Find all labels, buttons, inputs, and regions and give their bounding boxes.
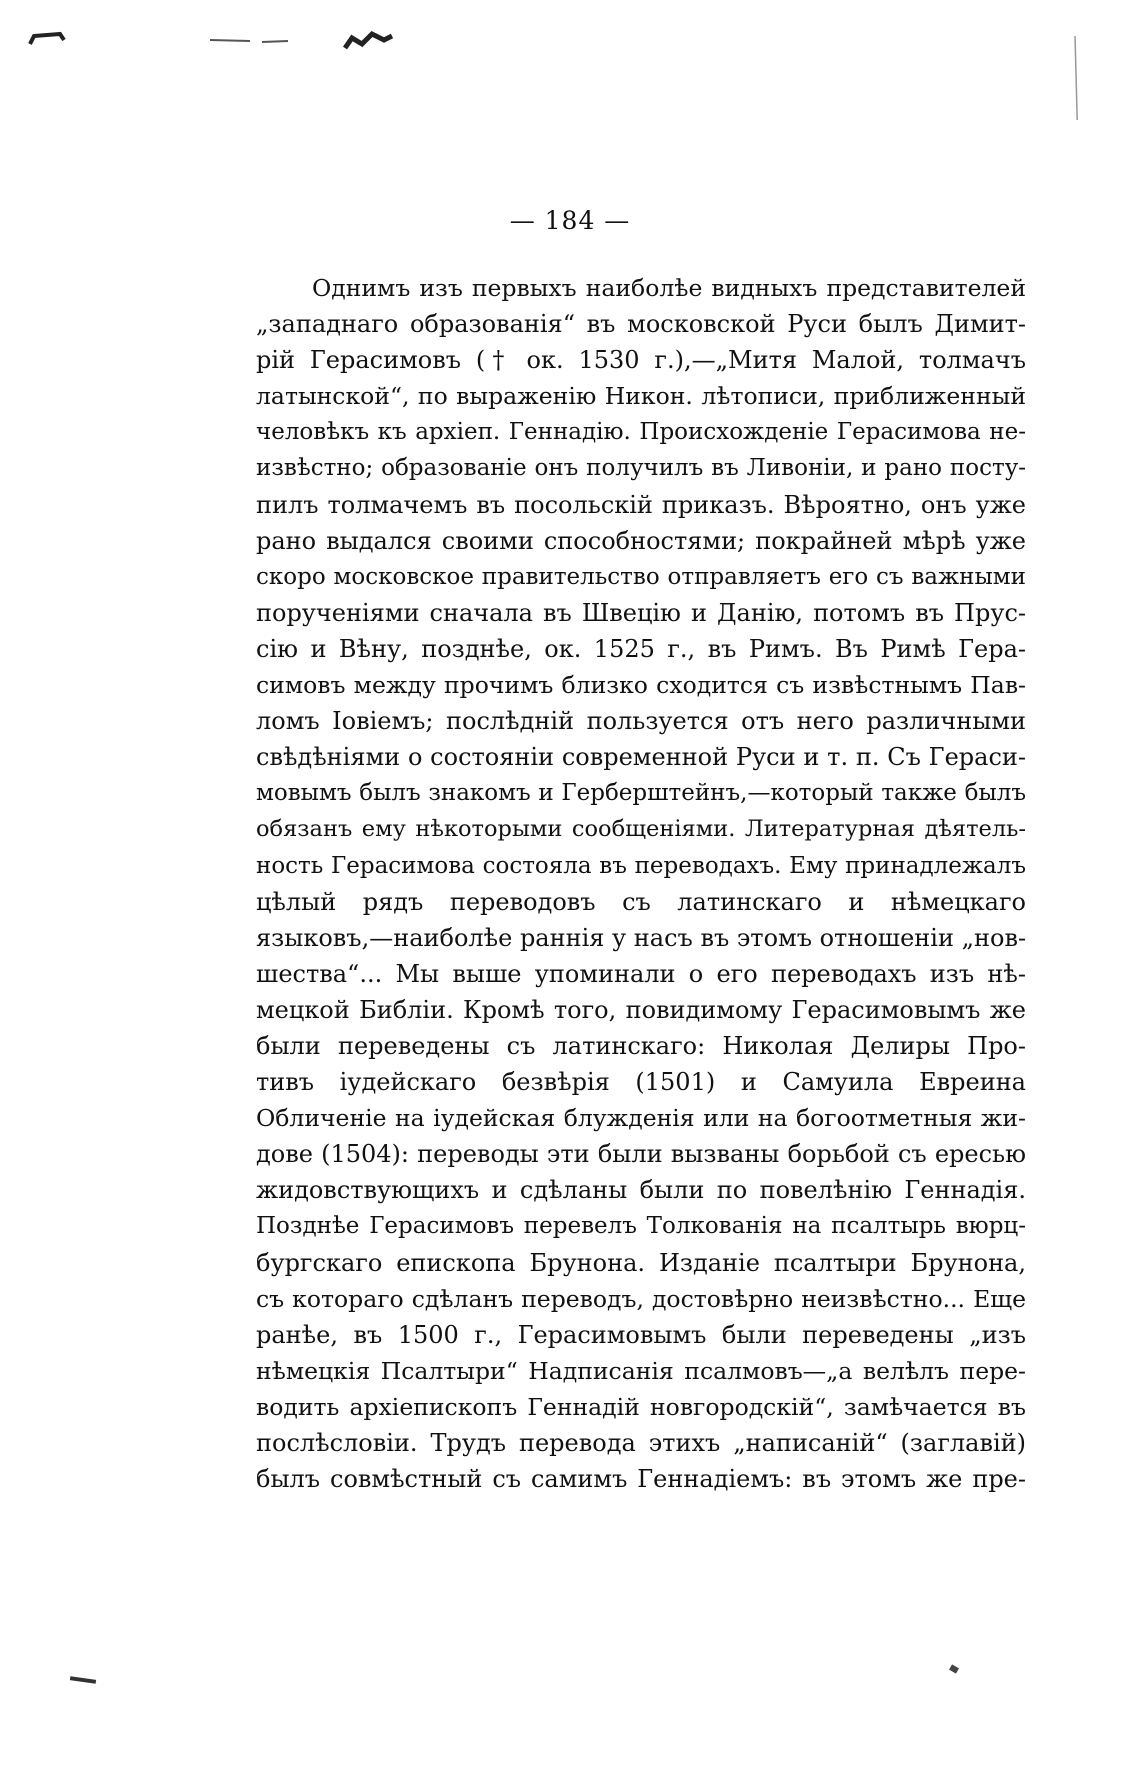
text-line: симовъ между прочимъ близко сходится съ извѣстнымъ Пав- <box>256 671 1026 700</box>
text-line: мовымъ былъ знакомъ и Герберштейнъ,—который также былъ <box>256 780 1026 807</box>
text-line: цѣлый рядъ переводовъ съ латинскаго и нѣмецкаго <box>256 887 1026 916</box>
text-line: жидовствующихъ и сдѣланы были по повелѣнію Геннадія. <box>256 1176 1026 1205</box>
text-line: Обличеніе на іудейская блужденія или на богоотметныя жи- <box>256 1104 1026 1133</box>
text-line: рій Герасимовъ († ок. 1530 г.),—„Митя Малой, толмачъ <box>256 346 1026 375</box>
text-line: съ котораго сдѣланъ переводъ, достовѣрно неизвѣстно... Еще <box>256 1284 1026 1313</box>
text-line: бургскаго епископа Брунона. Изданіе псалтыри Брунона, <box>256 1248 1026 1277</box>
text-line: извѣстно; образованіе онъ получилъ въ Ливоніи, и рано посту- <box>256 455 1026 482</box>
text-line: ломъ Іовіемъ; послѣдній пользуется отъ него различными <box>256 707 1026 736</box>
text-line: Позднѣе Герасимовъ перевелъ Толкованія на псалтырь вюрц- <box>256 1213 1026 1240</box>
body-text <box>256 270 1026 1497</box>
text-line: были переведены съ латинскаго: Николая Делиры Про- <box>256 1031 1026 1060</box>
text-line: пилъ толмачемъ въ посольскій приказъ. Вѣроятно, онъ уже <box>256 490 1026 519</box>
scan-bottom-mark <box>70 1676 96 1684</box>
text-line: ность Герасимова состояла въ переводахъ. Ему принадлежалъ <box>256 852 1026 879</box>
scan-corner-mark <box>30 34 64 44</box>
text-line: человѣкъ къ архіеп. Геннадію. Происхожденіе Герасимова не- <box>256 419 1026 446</box>
text-line: былъ совмѣстный съ самимъ Геннадіемъ: въ этомъ же пре- <box>256 1465 1026 1494</box>
scan-bottom-speck <box>949 1664 959 1673</box>
text-line: мецкой Библіи. Кромѣ того, повидимому Герасимовымъ же <box>256 995 1026 1024</box>
text-line: Однимъ изъ первыхъ наиболѣе видныхъ представителей <box>312 274 1026 302</box>
text-line: шества“... Мы выше упоминали о его переводахъ изъ нѣ- <box>256 959 1026 988</box>
scan-top-dash <box>210 40 288 42</box>
text-line: тивъ іудейскаго безвѣрія (1501) и Самуила Евреина <box>256 1068 1026 1097</box>
text-line: послѣсловіи. Трудъ перевода этихъ „написаній“ (заглавій) <box>256 1429 1026 1457</box>
text-line: порученіями сначала въ Швецію и Данію, потомъ въ Прус- <box>256 598 1026 627</box>
text-line: свѣдѣніями о состояніи современной Руси и т. п. Съ Гераси- <box>256 743 1026 772</box>
text-line: нѣмецкія Псалтыри“ Надписанія псалмовъ—„а велѣлъ пере- <box>256 1356 1026 1385</box>
text-line: рано выдался своими способностями; покрайней мѣрѣ уже <box>256 526 1026 555</box>
text-line: латынской“, по выраженію Никон. лѣтописи, приближенный <box>256 382 1026 411</box>
page-number: — 184 — <box>509 206 631 235</box>
text-line: сію и Вѣну, позднѣе, ок. 1525 г., въ Римъ. Въ Римѣ Гера- <box>256 634 1026 663</box>
text-line: „западнаго образованія“ въ московской Руси былъ Димит- <box>256 310 1026 339</box>
text-line: языковъ,—наиболѣе раннія у насъ въ этомъ отношеніи „нов- <box>256 923 1026 952</box>
text-line: обязанъ ему нѣкоторыми сообщеніями. Литературная дѣятель- <box>256 816 1026 843</box>
text-line: дове (1504): переводы эти были вызваны борьбой съ ересью <box>256 1140 1026 1169</box>
text-line: скоро московское правительство отправляетъ его съ важными <box>256 563 1026 590</box>
text-line: ранѣе, въ 1500 г., Герасимовымъ были переведены „изъ <box>256 1320 1026 1349</box>
scan-right-edge <box>1075 36 1078 120</box>
scan-top-blot <box>345 34 392 48</box>
text-line: водить архіепископъ Геннадій новгородскій“, замѣчается въ <box>256 1392 1026 1421</box>
scan-edge-marks <box>0 0 1140 120</box>
